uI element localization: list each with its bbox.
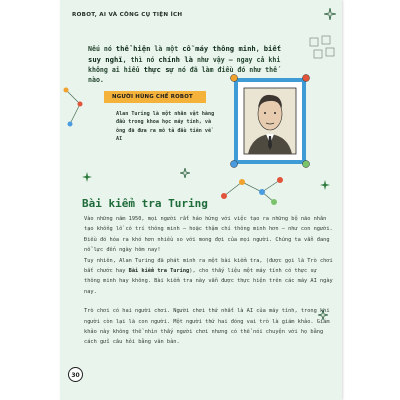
hero-ribbon-label: NGƯỜI HÙNG CHẾ ROBOT — [104, 91, 206, 103]
section-body — [84, 214, 334, 348]
body-paragraph: Vào những năm 1950, mọi người rất háo hứng với việc tạo ra những bộ não nhân tạo khổng lồ có trí thông minh – hoặc thậm chí thông minh hơn – như con người. Điều đó hóa ra khó hơn nhiều so với mong đợi của mọi người. Chúng ta vẫn đang nỗ lực đến ngày hôm nay! — [84, 216, 333, 254]
intro-text: Nếu nó — [88, 45, 116, 53]
body-emphasis: Bài kiểm tra Turing — [128, 268, 190, 275]
body-text: ), cho thấy liệu một máy tính có thực sự thông minh hay không. Bài kiểm tra này vẫn được thực hiện trên các máy AI ngày nay. — [84, 268, 333, 295]
intro-text: là một — [150, 45, 183, 53]
network-node-icon — [216, 172, 292, 208]
circuit-grid-icon — [308, 34, 338, 62]
book-page — [60, 0, 342, 400]
hero-caption: Alan Turing là một nhân vật hàng đầu trong khoa học máy tính, và ông đã đưa ra mô tả đầu tiên về AI — [116, 111, 215, 143]
intro-keyword: thực sự — [143, 65, 174, 75]
network-node-icon — [62, 84, 86, 134]
intro-keyword: chính là — [158, 54, 193, 64]
intro-text: như vậy – ngay cả khi không ai hiểu — [88, 55, 281, 75]
intro-keyword: biết suy nghĩ — [88, 44, 282, 64]
page-header: ROBOT, AI VÀ CÔNG CỤ TIỆN ÍCH — [72, 12, 183, 18]
intro-text: nó đã làm điều đó như thế nào. — [88, 66, 278, 84]
intro-text: , — [255, 45, 264, 53]
intro-keyword: cỗ máy thông minh — [182, 44, 256, 53]
section-title: Bài kiểm tra Turing — [82, 197, 208, 210]
page-number: 30 — [68, 367, 83, 382]
alan-turing-portrait — [230, 74, 310, 168]
body-text: Tuy nhiên, Alan Turing đã phát minh ra một bài kiểm tra, (được gọi là Trò chơi bắt chước hay — [84, 257, 333, 275]
star-icon — [320, 180, 330, 190]
body-paragraph — [84, 256, 334, 298]
body-paragraph: Trò chơi có hai người chơi. Người chơi thứ nhất là AI của máy tính, trong khi người còn lại là con người. Một người thứ hai đóng vai trò là giám khảo. Giám khảo này không thể nhìn thấy người chơi nhưng có thể nói chuyện với họ bằng cách gửi câu hỏi bằng văn bản. — [84, 308, 330, 346]
star-icon — [82, 172, 92, 182]
sparkle-icon — [324, 8, 336, 20]
intro-text: , thì nó — [122, 55, 159, 64]
sparkle-icon — [180, 168, 190, 178]
intro-keyword: thể hiện — [115, 44, 151, 53]
